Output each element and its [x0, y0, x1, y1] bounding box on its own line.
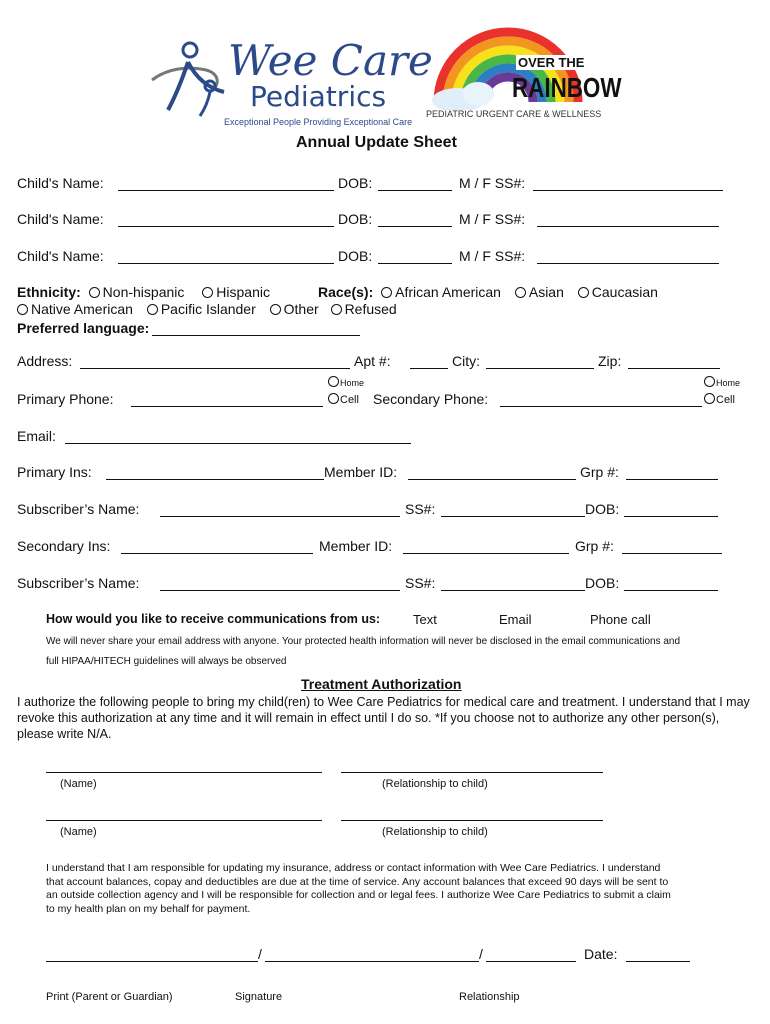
option-native-american: Native American	[31, 301, 133, 317]
authorized-relationship-field[interactable]	[341, 772, 603, 773]
treatment-line: revoke this authorization at any time and it will remain in effect until I do so. *If you choose not to authorize any other person(s),	[17, 711, 720, 725]
secondary-ins-field[interactable]	[121, 540, 313, 554]
treatment-authorization-text	[17, 694, 750, 742]
signature-caption: Signature	[235, 991, 283, 1003]
option-phone-call[interactable]: Phone call	[590, 612, 651, 627]
name-caption: (Name)	[60, 778, 97, 790]
child-name-field[interactable]	[118, 250, 334, 264]
radio-native-american[interactable]	[17, 304, 28, 315]
subscriber-name-field[interactable]	[160, 503, 400, 517]
radio-caucasian[interactable]	[578, 287, 589, 298]
name-caption: (Name)	[60, 826, 97, 838]
option-non-hispanic: Non-hispanic	[102, 284, 185, 300]
grp-field[interactable]	[622, 540, 722, 554]
option-african-american: African American	[395, 284, 501, 300]
radio-secondary-home[interactable]	[704, 376, 715, 387]
child-name-label: Child's Name:	[17, 175, 104, 191]
secondary-ins-label: Secondary Ins:	[17, 538, 111, 554]
communications-question: How would you like to receive communications from us:	[46, 612, 381, 626]
dob-label: DOB:	[338, 211, 373, 227]
grp-field[interactable]	[626, 466, 718, 480]
option-refused: Refused	[344, 301, 397, 317]
ss-label: M / F SS#:	[459, 175, 526, 191]
pediatrics-name: Pediatrics	[250, 80, 387, 113]
ss-label: M / F SS#:	[459, 211, 526, 227]
primary-phone-label: Primary Phone:	[17, 391, 114, 407]
subscriber-name-label: Subscriber’s Name:	[17, 575, 140, 591]
treatment-line: please write N/A.	[17, 727, 112, 741]
child-name-label: Child's Name:	[17, 248, 104, 264]
privacy-note-line1: We will never share your email address with anyone. Your protected health information will never be disclosed in the email communications and	[46, 636, 681, 647]
option-email[interactable]: Email	[499, 612, 532, 627]
signature-field[interactable]	[265, 961, 479, 962]
radio-hispanic[interactable]	[202, 287, 213, 298]
child-name-field[interactable]	[118, 177, 334, 191]
date-label: Date:	[584, 946, 618, 962]
race-group-row2	[17, 301, 397, 317]
secondary-phone-field[interactable]	[500, 393, 702, 407]
subscriber-ss-field[interactable]	[441, 577, 585, 591]
wee-care-name: Wee Care	[228, 36, 433, 85]
authorized-relationship-field[interactable]	[341, 820, 603, 821]
subscriber-dob-label: DOB:	[585, 501, 620, 517]
member-id-field[interactable]	[408, 466, 576, 480]
radio-primary-cell[interactable]	[328, 393, 339, 404]
secondary-phone-label: Secondary Phone:	[373, 391, 489, 407]
subscriber-name-label: Subscriber’s Name:	[17, 501, 140, 517]
option-asian: Asian	[528, 284, 564, 300]
zip-field[interactable]	[628, 355, 720, 369]
radio-other[interactable]	[270, 304, 281, 315]
dob-field[interactable]	[378, 250, 452, 264]
race-label: Race(s):	[318, 284, 374, 300]
date-field[interactable]	[626, 961, 690, 962]
secondary-cell-option	[704, 392, 735, 406]
radio-secondary-cell[interactable]	[704, 393, 715, 404]
responsibility-line: that account balances, copay and deductibles are due at the time of service. Any account balances that exceed 90 days will be sent to	[46, 875, 669, 888]
subscriber-dob-label: DOB:	[585, 575, 620, 591]
dob-field[interactable]	[378, 177, 452, 191]
responsibility-line: I understand that I am responsible for updating my insurance, address or contact information with Wee Care Pediatrics. I understand	[46, 862, 661, 874]
cell-label: Cell	[340, 394, 359, 406]
email-field[interactable]	[65, 430, 411, 444]
subscriber-ss-label: SS#:	[405, 575, 436, 591]
member-id-label: Member ID:	[319, 538, 393, 554]
slash-divider: /	[479, 946, 483, 962]
wee-care-tagline: Exceptional People Providing Exceptional Care	[224, 117, 413, 127]
email-label: Email:	[17, 428, 56, 444]
figure-logo-icon	[148, 40, 238, 120]
home-label: Home	[716, 378, 741, 388]
relationship-caption: (Relationship to child)	[382, 778, 488, 790]
subscriber-dob-field[interactable]	[624, 503, 718, 517]
page-title: Annual Update Sheet	[296, 134, 457, 151]
relationship-caption: Relationship	[459, 991, 520, 1003]
ethnicity-group	[17, 284, 270, 300]
print-name-field[interactable]	[46, 961, 258, 962]
cell-label: Cell	[716, 394, 735, 406]
primary-ins-label: Primary Ins:	[17, 464, 92, 480]
ethnicity-label: Ethnicity:	[17, 284, 81, 300]
authorized-name-field[interactable]	[46, 772, 322, 773]
primary-cell-option	[328, 392, 359, 406]
radio-african-american[interactable]	[381, 287, 392, 298]
rainbow-line2: RAINBOW	[512, 72, 622, 103]
primary-ins-field[interactable]	[106, 466, 324, 480]
radio-refused[interactable]	[331, 304, 342, 315]
member-id-field[interactable]	[403, 540, 569, 554]
relationship-field[interactable]	[486, 961, 576, 962]
home-label: Home	[340, 378, 365, 388]
ss-field[interactable]	[537, 213, 719, 227]
secondary-home-option	[704, 375, 740, 389]
option-other: Other	[283, 301, 319, 317]
dob-field[interactable]	[378, 213, 452, 227]
slash-divider: /	[258, 946, 262, 962]
preferred-language-label: Preferred language:	[17, 320, 150, 336]
privacy-note-line2: full HIPAA/HITECH guidelines will always be observed	[46, 656, 287, 667]
child-name-field[interactable]	[118, 213, 334, 227]
ss-field[interactable]	[533, 177, 723, 191]
responsibility-line: an outside collection agency and I will be responsible for collection and or legal fees. I authorize Wee Care Pediatrics to submit a claim	[46, 889, 671, 901]
race-group	[318, 284, 658, 300]
print-caption: Print (Parent or Guardian)	[46, 991, 173, 1003]
subscriber-dob-field[interactable]	[624, 577, 718, 591]
dob-label: DOB:	[338, 248, 373, 264]
option-hispanic: Hispanic	[216, 284, 270, 300]
option-pacific-islander: Pacific Islander	[160, 301, 256, 317]
child-name-label: Child's Name:	[17, 211, 104, 227]
grp-label: Grp #:	[580, 464, 619, 480]
responsibility-text	[46, 862, 671, 916]
subscriber-ss-label: SS#:	[405, 501, 436, 517]
rainbow-line1: OVER THE	[518, 55, 585, 70]
primary-home-option	[328, 375, 364, 389]
radio-primary-home[interactable]	[328, 376, 339, 387]
apt-label: Apt #:	[354, 353, 391, 369]
grp-label: Grp #:	[575, 538, 614, 554]
option-caucasian: Caucasian	[591, 284, 658, 300]
radio-pacific-islander[interactable]	[147, 304, 158, 315]
responsibility-line: to my health plan on my behalf for payment.	[46, 902, 251, 915]
city-field[interactable]	[486, 355, 594, 369]
apt-field[interactable]	[410, 355, 448, 369]
city-label: City:	[452, 353, 480, 369]
authorized-name-field[interactable]	[46, 820, 322, 821]
primary-phone-field[interactable]	[131, 393, 323, 407]
ss-field[interactable]	[537, 250, 719, 264]
subscriber-ss-field[interactable]	[441, 503, 585, 517]
ss-label: M / F SS#:	[459, 248, 526, 264]
rainbow-tagline: PEDIATRIC URGENT CARE & WELLNESS	[426, 109, 602, 119]
address-field[interactable]	[80, 355, 350, 369]
radio-non-hispanic[interactable]	[89, 287, 100, 298]
radio-asian[interactable]	[515, 287, 526, 298]
dob-label: DOB:	[338, 175, 373, 191]
treatment-line: I authorize the following people to bring my child(ren) to Wee Care Pediatrics for medical care and treatment. I understand that I may	[17, 695, 750, 709]
relationship-caption: (Relationship to child)	[382, 826, 488, 838]
option-text[interactable]: Text	[413, 612, 437, 627]
preferred-language-field[interactable]	[152, 322, 360, 336]
subscriber-name-field[interactable]	[160, 577, 400, 591]
treatment-authorization-title: Treatment Authorization	[301, 676, 462, 692]
address-label: Address:	[17, 353, 73, 369]
zip-label: Zip:	[598, 353, 622, 369]
member-id-label: Member ID:	[324, 464, 398, 480]
